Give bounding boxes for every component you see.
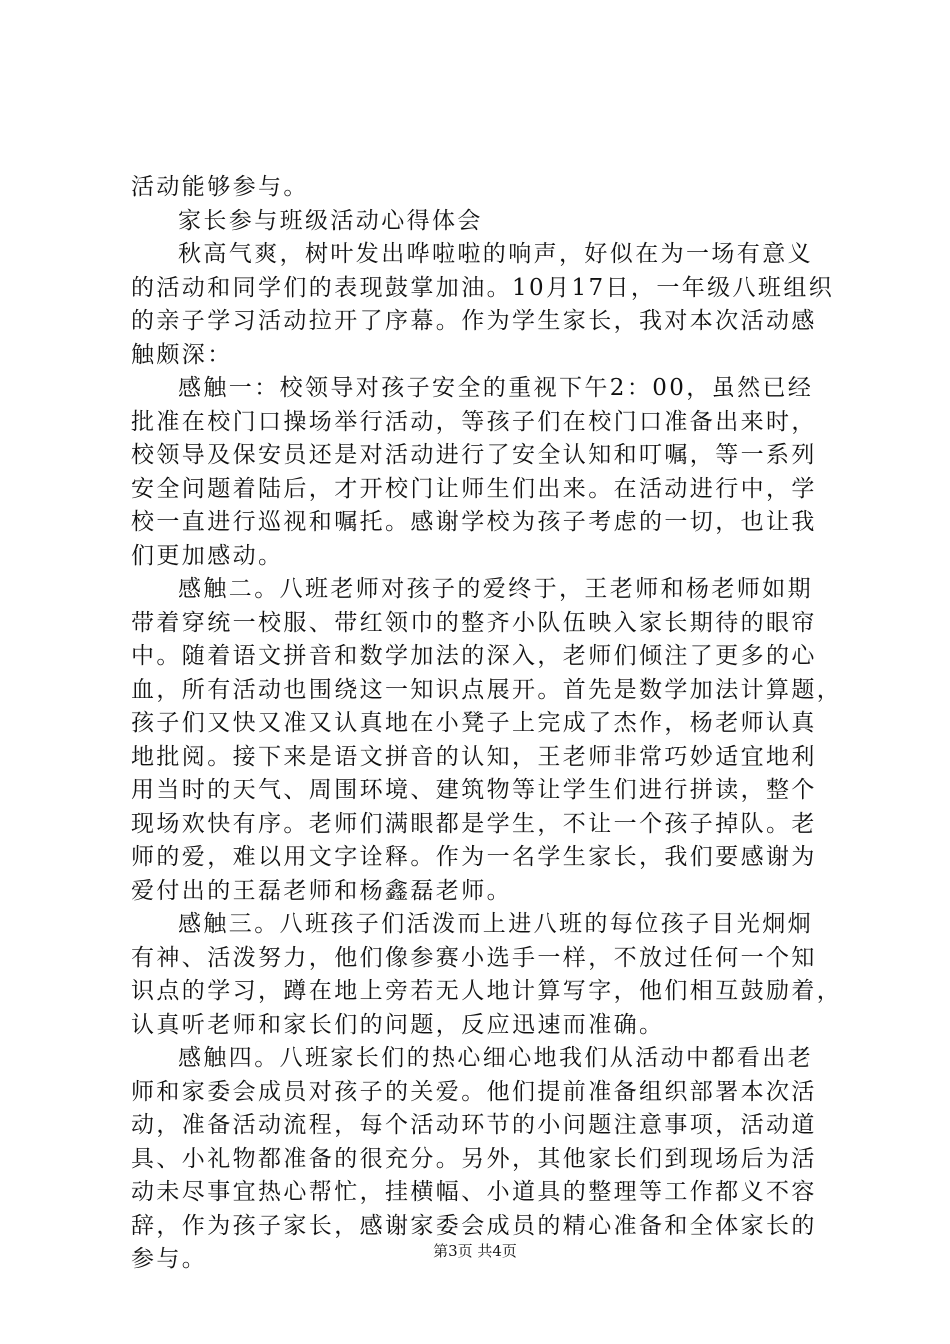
text-line: 动，准备活动流程，每个活动环节的小问题注意事项，活动道: [131, 1112, 817, 1138]
text-line: 的亲子学习活动拉开了序幕。作为学生家长，我对本次活动感: [131, 308, 817, 334]
text-line: 活动能够参与。: [131, 174, 309, 200]
text-line: 感触一：校领导对孩子安全的重视下午2：00，虽然已经: [178, 375, 814, 401]
text-line: 批准在校门口操场举行活动，等孩子们在校门口准备出来时，: [131, 408, 817, 435]
text-line: 用当时的天气、周围环境、建筑物等让学生们进行拼读，整个: [131, 777, 817, 803]
text-line: 感触二。八班老师对孩子的爱终于，王老师和杨老师如期: [178, 576, 813, 602]
text-line: 安全问题着陆后，才开校门让师生们出来。在活动进行中，学: [131, 475, 817, 502]
text-line: 的活动和同学们的表现鼓掌加油。10月17日，一年级八班组织: [131, 274, 835, 301]
text-line: 参与。: [131, 1246, 208, 1272]
text-line: 感触四。八班家长们的热心细心地我们从活动中都看出老: [178, 1045, 813, 1071]
text-line: 们更加感动。: [131, 542, 284, 569]
text-line: 现场欢快有序。老师们满眼都是学生，不让一个孩子掉队。老: [131, 810, 817, 837]
text-line: 家长参与班级活动心得体会: [178, 207, 483, 234]
text-line: 识点的学习，蹲在地上旁若无人地计算写字，他们相互鼓励着，: [131, 978, 843, 1004]
text-line: 辞，作为孩子家长，感谢家委会成员的精心准备和全体家长的: [131, 1212, 817, 1239]
text-line: 感触三。八班孩子们活泼而上进八班的每位孩子目光炯炯: [178, 911, 813, 937]
document-body: [131, 171, 843, 1277]
text-line: 孩子们又快又准又认真地在小凳子上完成了杰作，杨老师认真: [131, 710, 817, 736]
text-line: 具、小礼物都准备的很充分。另外，其他家长们到现场后为活: [131, 1145, 817, 1172]
text-line: 地批阅。接下来是语文拼音的认知，王老师非常巧妙适宜地利: [131, 743, 817, 770]
text-line: 秋高气爽，树叶发出哗啦啦的响声，好似在为一场有意义: [178, 241, 813, 267]
text-line: 师和家委会成员对孩子的关爱。他们提前准备组织部署本次活: [131, 1078, 817, 1105]
text-line: 血，所有活动也围绕这一知识点展开。首先是数学加法计算题，: [131, 676, 843, 703]
text-line: 触颇深：: [131, 341, 233, 368]
text-line: 师的爱，难以用文字诠释。作为一名学生家长，我们要感谢为: [131, 844, 817, 870]
text-line: 带着穿统一校服、带红领巾的整齐小队伍映入家长期待的眼帘: [131, 609, 817, 636]
text-line: 有神、活泼努力，他们像参赛小选手一样，不放过任何一个知: [131, 944, 817, 971]
page-footer: 第3页 共4页: [433, 1242, 517, 1260]
text-line: 中。随着语文拼音和数学加法的深入，老师们倾注了更多的心: [131, 643, 817, 669]
text-line: 校领导及保安员还是对活动进行了安全认知和叮嘱，等一系列: [131, 442, 817, 468]
text-line: 认真听老师和家长们的问题，反应迅速而准确。: [131, 1011, 665, 1038]
text-line: 爱付出的王磊老师和杨鑫磊老师。: [131, 877, 512, 904]
text-line: 动未尽事宜热心帮忙，挂横幅、小道具的整理等工作都义不容: [131, 1179, 817, 1205]
text-line: 校一直进行巡视和嘱托。感谢学校为孩子考虑的一切，也让我: [131, 509, 817, 535]
